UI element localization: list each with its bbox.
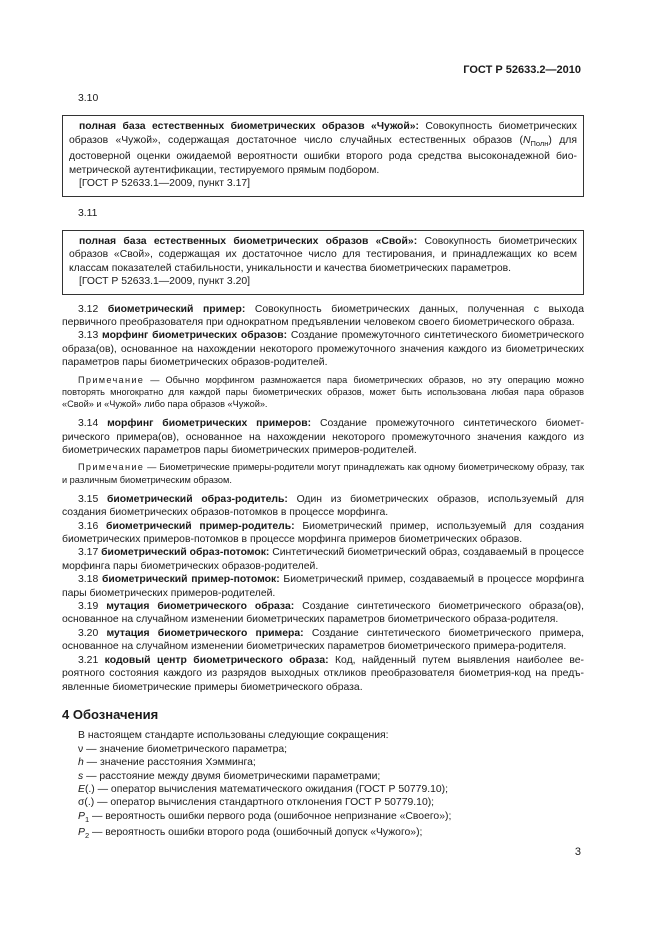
term-3-11-reference: [ГОСТ Р 52633.1—2009, пункт 3.20] xyxy=(79,276,251,288)
term-3-17: 3.17 биометрический образ-потомок: Синтетический биометрический образ, создаваемый в процессе морфинга пары биометрических образов-родителей. xyxy=(62,547,584,572)
section-4-heading: 4 Обозначения xyxy=(62,706,159,722)
term-3-21: 3.21 кодовый центр биометрического образа: Код, найденный путем выявления наиболее вероятного состояния каждого из разрядов выходных откликов преобразователя биометрия-код на предъявленные биометрические примеры биометрического образа. xyxy=(62,654,584,693)
symbol-item: $P_1$ — вероятность ошибки первого рода (ошибочное непризнание «Своего»); xyxy=(78,810,452,824)
note-1: Примечание — Обычно морфингом размножается пара биометрических образов, но эту операцию можно повторять многократно для каждой пары биометрических образов, может быть использована любая пара образов «Свой» и «Чужой» либо пара образов «Чужой». xyxy=(62,374,584,409)
symbol-item: ν — значение биометрического параметра; xyxy=(78,743,288,755)
term-number-3-11: 3.11 xyxy=(78,207,98,219)
page-number: 3 xyxy=(574,846,581,858)
note-2: Примечание — Биометрические примеры-родители могут принадлежать как одному биометрическому образу, так и различным биометрическим образом. xyxy=(62,462,584,485)
symbols-list xyxy=(62,743,584,843)
document-code: ГОСТ Р 52633.2—2010 xyxy=(463,64,581,76)
term-box-3-10 xyxy=(62,115,584,196)
term-3-16: 3.16 биометрический пример-родитель: Биометрический пример, используемый для создания биометрических примеров-потомков в процессе морфинга примеров биометрических образов. xyxy=(62,520,585,546)
page-content xyxy=(62,92,584,843)
term-3-10-term: полная база естественных биометрических образов «Чужой»: xyxy=(79,121,420,133)
term-3-19: 3.19 мутация биометрического образа: Создание синтетического биометрического образа(ов), основанное на случайном изменении биометрических параметров биометрического образа-родителя. xyxy=(62,601,584,626)
term-3-15: 3.15 биометрический образ-родитель: Один из биометрических образов, используемый для создания биометрических образов-потомков в процессе морфинга. xyxy=(62,493,585,519)
term-3-10-reference: [ГОСТ Р 52633.1—2009, пункт 3.17] xyxy=(79,178,251,190)
term-box-3-11 xyxy=(62,230,584,295)
term-number-3-10: 3.10 xyxy=(78,93,99,104)
term-3-18: 3.18 биометрический пример-потомок: Биометрический пример, создаваемый в процессе морфинга пары биометрических примеров-родителей. xyxy=(62,574,584,599)
term-3-13: 3.13 морфинг биометрических образов: Создание промежуточного синтетического биометрического образа(ов), основанное на нахождении некоторого промежуточного значения каждого из биометрических параметров пары биометрических образов-родителей. xyxy=(62,330,584,369)
term-3-12: 3.12 биометрический пример: Совокупность биометрических данных, полученная с выхода первичного преобразователя при однократном предъявлении человеком своего биометрического образа. xyxy=(62,303,585,328)
symbol-item: $P_2$ — вероятность ошибки второго рода (ошибочный допуск «Чужого»); xyxy=(78,827,423,841)
symbol-item: h — значение расстояния Хэмминга; xyxy=(78,757,256,769)
symbol-item: s — расстояние между двумя биометрическими параметрами; xyxy=(78,770,381,782)
term-3-20: 3.20 мутация биометрического примера: Создание синтетического биометрического примера, основанное на случайном изменении биометрических параметров биометрического примера-родителя. xyxy=(62,627,585,653)
symbol-item: σ(.) — оператор вычисления стандартного отклонения ГОСТ Р 50779.10); xyxy=(78,797,435,809)
term-3-14: 3.14 морфинг биометрических примеров: Создание промежуточного синтетического биометрического примера(ов), основанное на нахождении некоторого промежуточного значения каждого из биометрических параметров пары биометрических примеров-родителей. xyxy=(62,418,585,456)
n-symbol: N xyxy=(522,134,531,146)
term-3-11-term: полная база естественных биометрических образов «Свой»: xyxy=(79,235,418,247)
symbol-item: E(.) — оператор вычисления математического ожидания (ГОСТ Р 50779.10); xyxy=(78,783,449,795)
term-3-10-definition: полная база естественных биометрических образов «Чужой»: Совокупность биометрических образов «Чужой», содержащая достаточное число случайных естественных образов $(N_{Полн})$ для достоверной оценки ожидаемой вероятности ошибки второго рода средства высоконадежной биометрической аутентификации, тестируемого прямым подбором. xyxy=(69,121,577,176)
section-4-intro: В настоящем стандарте использованы следующие сокращения: xyxy=(78,730,389,742)
term-3-11-definition: полная база естественных биометрических образов «Свой»: Совокупность биометрических образов «Свой», содержащая их достаточное число для тестирования, и принадлежащих ко всем классам показателей стабильности, уникальности и качества биометрических параметров. xyxy=(69,235,577,274)
n-subscript: Полн xyxy=(530,138,549,148)
